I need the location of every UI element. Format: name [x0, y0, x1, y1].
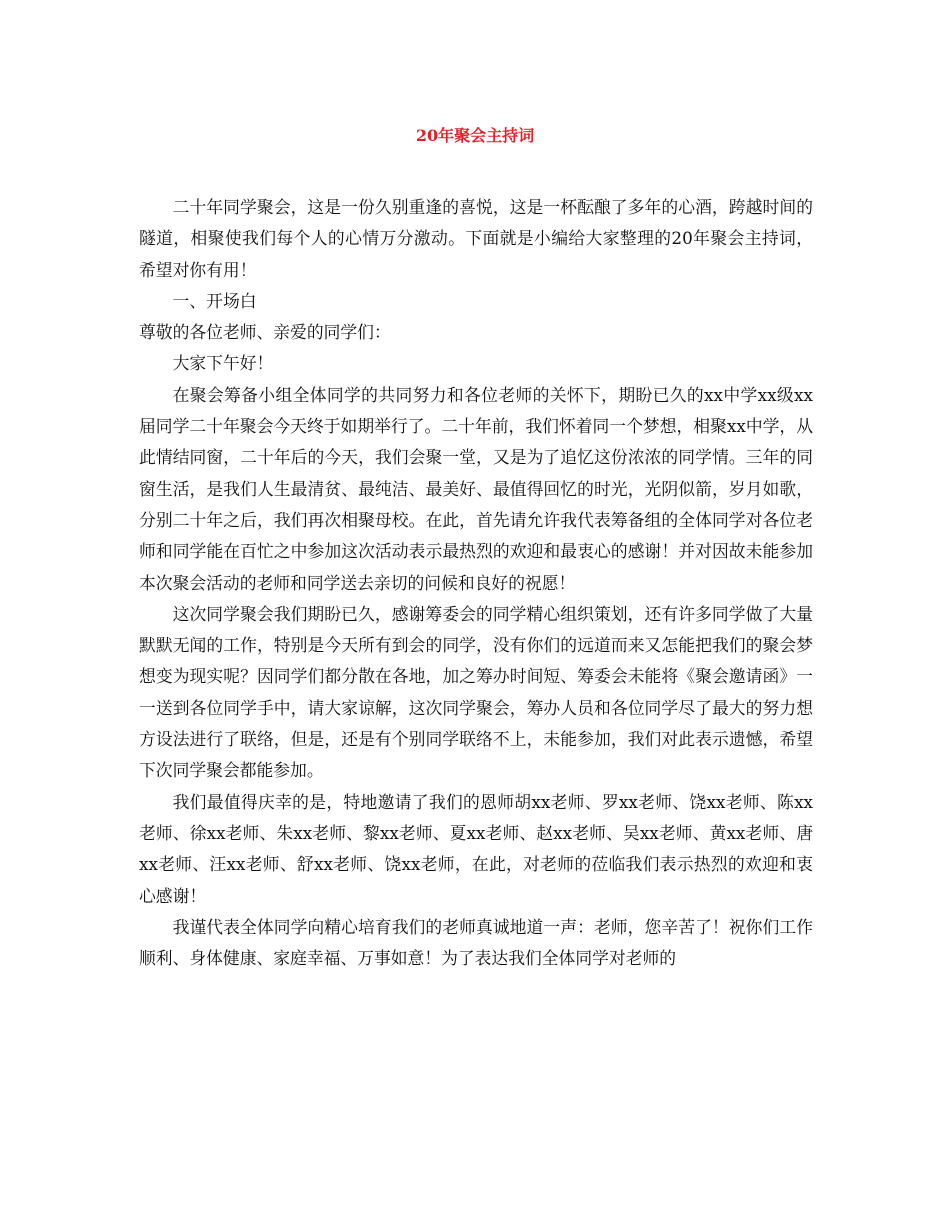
- paragraph-welcome: 在聚会筹备小组全体同学的共同努力和各位老师的关怀下，期盼已久的xx中学xx级xx届同学二十年聚会今天终于如期举行了。二十年前，我们怀着同一个梦想，相聚xx中学，从此情结同窗，二十年后的今天，我们会聚一堂，又是为了追忆这份浓浓的同学情。三年的同窗生活，是我们人生最清贫、最纯洁、最美好、最值得回忆的时光，光阴似箭，岁月如歌，分别二十年之后，我们再次相聚母校。在此，首先请允许我代表筹备组的全体同学对各位老师和同学能在百忙之中参加这次活动表示最热烈的欢迎和最衷心的感谢！并对因故未能参加本次聚会活动的老师和同学送去亲切的问候和良好的祝愿！: [139, 384, 813, 593]
- paragraph-tribute: 我谨代表全体同学向精心培育我们的老师真诚地道一声：老师，您辛苦了！祝你们工作顺利、身体健康、家庭幸福、万事如意！为了表达我们全体同学对老师的: [139, 916, 813, 969]
- paragraph-teachers: 我们最值得庆幸的是，特地邀请了我们的恩师胡xx老师、罗xx老师、饶xx老师、陈xx老师、徐xx老师、朱xx老师、黎xx老师、夏xx老师、赵xx老师、吴xx老师、黄xx老师、唐xx老师、汪xx老师、舒xx老师、饶xx老师，在此，对老师的莅临我们表示热烈的欢迎和衷心感谢！: [139, 791, 813, 906]
- paragraph-greeting: 大家下午好！: [172, 353, 274, 374]
- paragraph-intro: 二十年同学聚会，这是一份久别重逢的喜悦，这是一杯酝酿了多年的心酒，跨越时间的隧道，相聚使我们每个人的心情万分激动。下面就是小编给大家整理的20年聚会主持词，希望对你有用！: [139, 197, 813, 280]
- document-title: 20年聚会主持词: [415, 126, 535, 145]
- document-body: [139, 192, 813, 974]
- section-heading-opening: 一、开场白: [172, 290, 257, 311]
- paragraph-thanks-organizers: 这次同学聚会我们期盼已久，感谢筹委会的同学精心组织策划，还有许多同学做了大量默默无闻的工作，特别是今天所有到会的同学，没有你们的远道而来又怎能把我们的聚会梦想变为现实呢？因同学们都分散在各地，加之筹办时间短、筹委会未能将《聚会邀请函》一一送到各位同学手中，请大家谅解，这次同学聚会，筹办人员和各位同学尽了最大的努力想方设法进行了联络，但是，还是有个别同学联络不上，未能参加，我们对此表示遗憾，希望下次同学聚会都能参加。: [139, 603, 813, 781]
- paragraph-salutation: 尊敬的各位老师、亲爱的同学们：: [139, 322, 391, 343]
